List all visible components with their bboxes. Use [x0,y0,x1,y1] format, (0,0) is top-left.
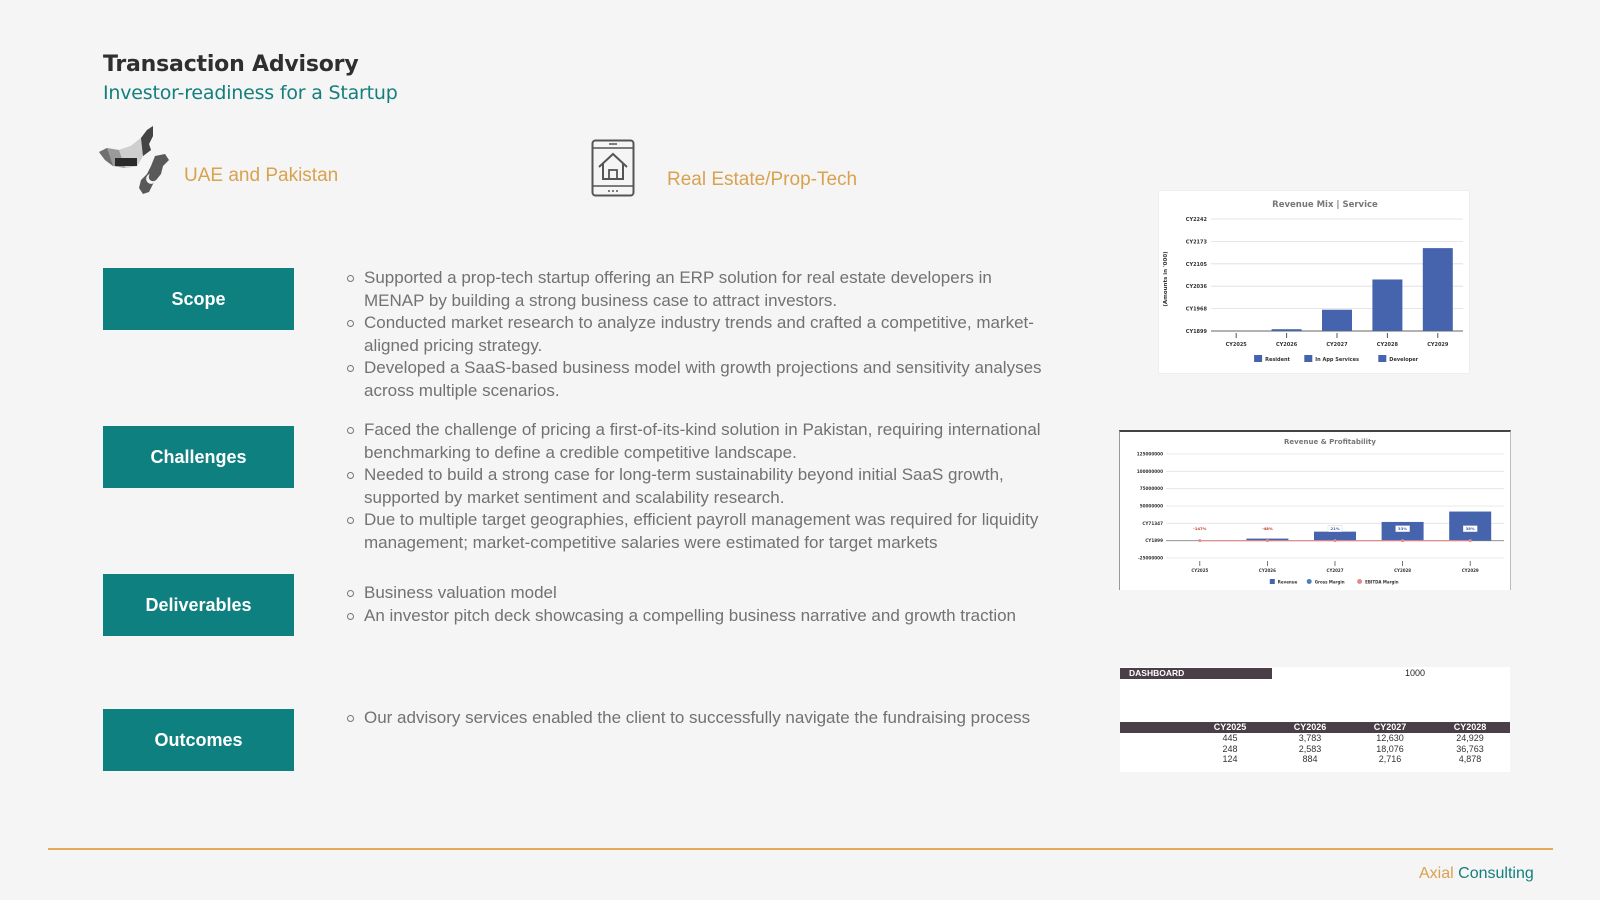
margin-label: -48% [1262,526,1273,532]
chart-title: Revenue & Profitability [1284,438,1376,446]
x-tick-label: CY2026 [1275,342,1298,348]
table-cell [1120,744,1190,755]
x-tick-label: CY2025 [1225,342,1247,348]
table-cell: 36,763 [1456,743,1484,754]
y-tick-label: CY1899 [1185,329,1207,335]
margin-label: -147% [1193,526,1207,532]
column-header: CY2028 [1430,722,1510,733]
table-row [1120,754,1510,765]
x-tick-label: CY2029 [1461,568,1479,573]
y-tick-label: CY2242 [1185,217,1207,223]
revenue-mix-chart-svg [1159,191,1471,375]
deliverables-bullets [345,582,1045,627]
legend-swatch [1378,355,1386,362]
legend-label: Developer [1389,357,1419,363]
mobile-house-icon [591,139,635,197]
table-cell: 4,878 [1458,754,1482,764]
table-row [1120,733,1510,744]
bullet-item: Conducted market research to analyze industry trends and crafted a competitive, market-aligned pricing strategy. [345,312,1045,357]
dashboard-table [1120,722,1510,765]
page-title: Transaction Advisory [103,52,359,77]
brand-name-first: Axial [1419,865,1454,882]
dashboard-value: 1000 [1405,668,1426,678]
bullet-item: Due to multiple target geographies, efficient payroll management was required for liquidity management; market-competitive salaries were estimated for target markets [345,509,1045,554]
legend-label: In App Services [1315,357,1360,363]
bullet-item: Business valuation model [345,582,1045,605]
legend-label: EBITDA Margin [1365,579,1399,585]
x-tick-label: CY2025 [1191,568,1209,573]
bullet-item: Developed a SaaS-based business model with growth projections and sensitivity analyses across multiple scenarios. [345,357,1045,402]
table-cell: 445 [1222,733,1238,743]
x-tick-label: CY2027 [1326,342,1348,348]
y-tick-label: 125000000 [1136,451,1163,457]
x-tick-label: CY2028 [1376,342,1399,348]
table-cell [1120,754,1190,765]
legend-swatch [1254,355,1262,362]
table-cell: 248 [1222,743,1238,754]
y-tick-label: CY71347 [1142,520,1163,526]
table-cell: 24,929 [1456,733,1484,743]
column-header: CY2025 [1190,722,1270,733]
y-tick-label: 100000000 [1136,468,1163,474]
y-tick-label: 75000000 [1139,486,1163,492]
x-tick-label: CY2029 [1427,342,1449,348]
column-header: CY2027 [1350,722,1430,733]
section-label-outcomes: Outcomes [103,709,294,771]
footer-brand [1419,865,1534,883]
legend-label: Revenue [1277,579,1298,585]
section-label-deliverables: Deliverables [103,574,294,636]
bar [1423,248,1453,331]
chart-ylabel: (Amounts in '000) [1163,251,1169,307]
region-label: UAE and Pakistan [184,165,339,186]
table-cell: 2,716 [1378,754,1402,764]
margin-label: 21% [1330,526,1340,532]
table-cell: 124 [1222,754,1238,764]
scope-bullets [345,267,1045,402]
section-label-challenges: Challenges [103,426,294,488]
x-tick-label: CY2026 [1258,568,1276,573]
legend-swatch [1304,355,1312,362]
table-cell: 18,076 [1376,743,1404,754]
table-row [1120,744,1510,755]
sector-label: Real Estate/Prop-Tech [667,169,858,190]
y-tick-label: CY2105 [1185,261,1207,268]
y-tick-label: -25000000 [1137,555,1163,561]
challenges-bullets [345,419,1045,554]
revenue-mix-chart [1158,190,1470,374]
y-tick-label: CY1968 [1185,306,1207,313]
table-cell [1120,733,1190,744]
dashboard-title: DASHBOARD [1120,668,1272,679]
bar [1372,279,1402,331]
y-tick-label: 50000000 [1139,503,1163,509]
footer-divider [48,848,1553,850]
table-cell: 12,630 [1376,733,1404,743]
section-label-scope: Scope [103,268,294,330]
column-header [1120,722,1190,733]
margin-label: 38% [1465,526,1475,532]
legend-label: Gross Margin [1314,579,1345,585]
column-header: CY2026 [1270,722,1350,733]
revenue-profitability-chart-svg [1120,432,1510,590]
table-cell: 2,583 [1298,743,1322,754]
uae-pakistan-map-icon [97,126,173,196]
legend-swatch [1357,579,1362,584]
bullet-item: Faced the challenge of pricing a first-of-its-kind solution in Pakistan, requiring international benchmarking to define a credible competitive landscape. [345,419,1045,464]
table-cell: 3,783 [1298,733,1322,743]
brand-name-second: Consulting [1458,865,1534,882]
y-tick-label: CY1899 [1145,538,1163,544]
y-tick-label: CY2173 [1185,239,1207,246]
x-tick-label: CY2028 [1394,568,1412,573]
chart-title: Revenue Mix | Service [1272,200,1378,210]
legend-swatch [1270,579,1275,584]
x-tick-label: CY2027 [1326,568,1344,573]
bar [1272,329,1302,331]
legend-label: Resident [1265,357,1290,363]
legend-swatch [1307,579,1312,584]
y-tick-label: CY2036 [1185,284,1207,291]
margin-label: 33% [1398,526,1408,532]
bullet-item: Needed to build a strong case for long-term sustainability beyond initial SaaS growth, supported by market sentiment and scalability research. [345,464,1045,509]
bullet-item: Our advisory services enabled the client to successfully navigate the fundraising process [345,707,1045,730]
bar [1322,310,1352,331]
revenue-profitability-chart [1119,430,1511,590]
dashboard-panel [1120,667,1510,772]
outcomes-bullets [345,707,1045,730]
bullet-item: Supported a prop-tech startup offering an ERP solution for real estate developers in MENAP by building a strong business case to attract investors. [345,267,1045,312]
bullet-item: An investor pitch deck showcasing a compelling business narrative and growth traction [345,605,1045,628]
table-cell: 884 [1302,754,1318,764]
table-header-row [1120,722,1510,733]
page-subtitle: Investor-readiness for a Startup [103,82,398,104]
